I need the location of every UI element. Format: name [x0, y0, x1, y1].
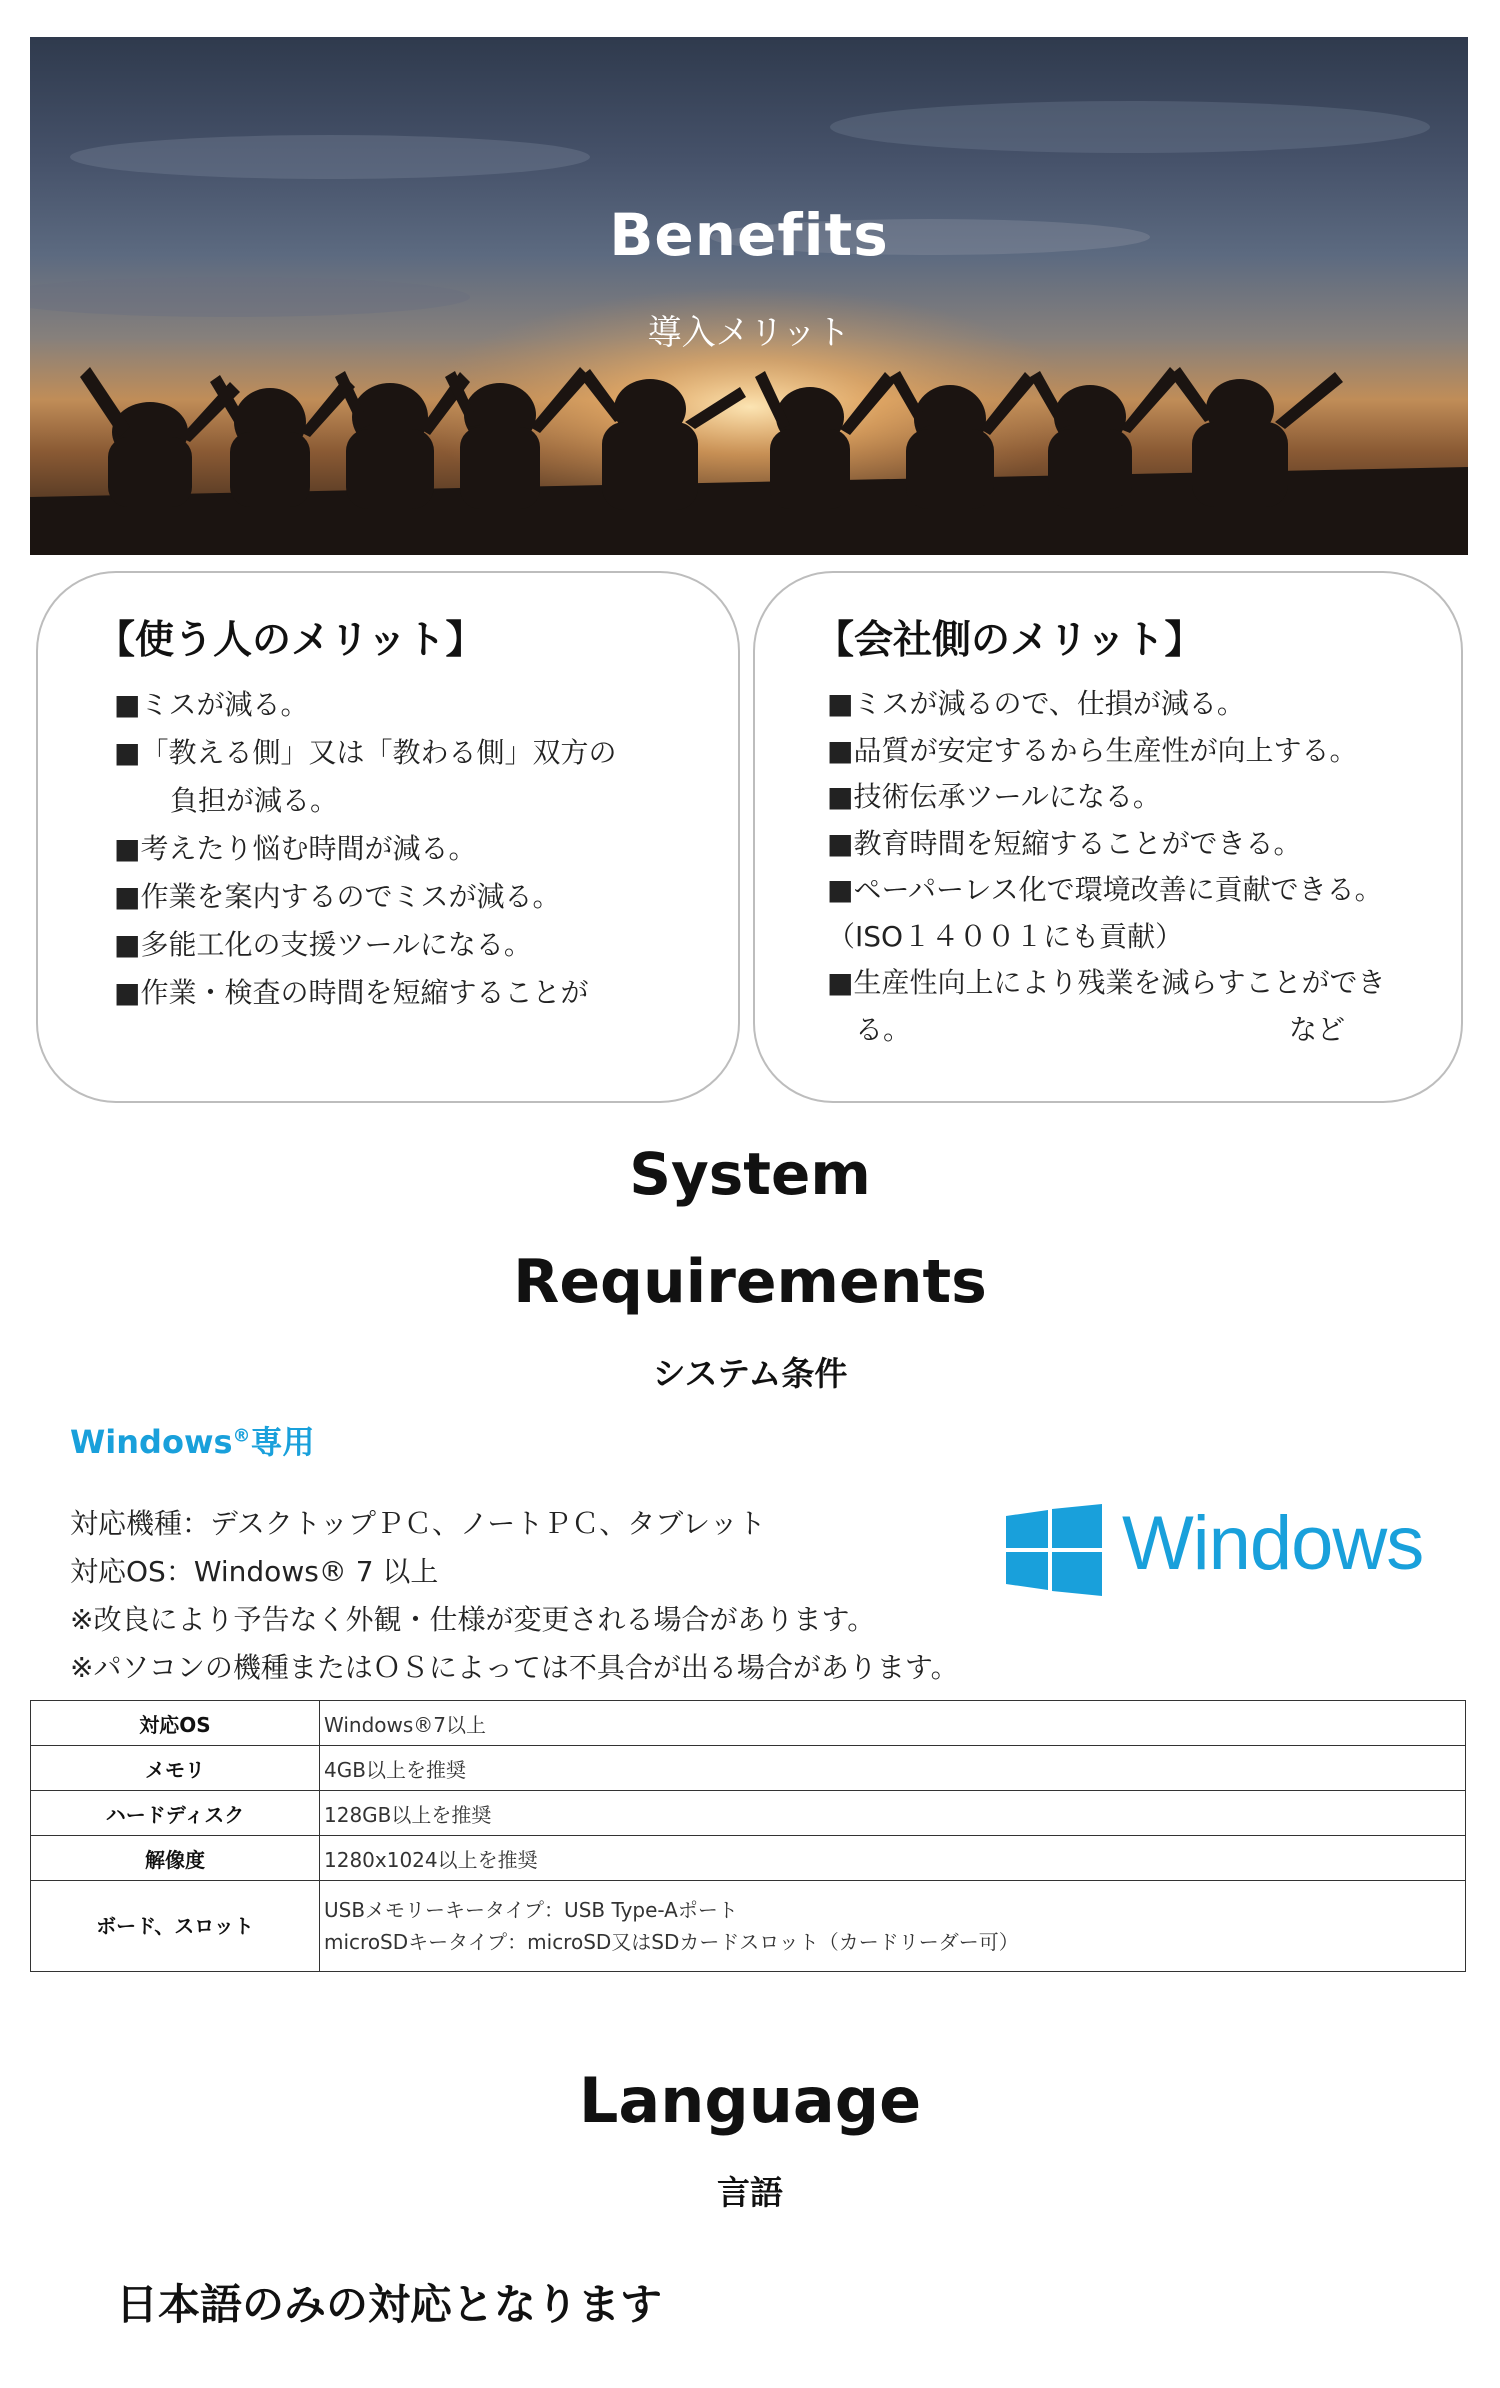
list-item: 対応機種：デスクトップＰＣ、ノートＰＣ、タブレット: [70, 1507, 766, 1540]
table-row: [31, 1701, 1466, 1746]
sunset-silhouette-image: [30, 37, 1468, 555]
list-item: ■考えたり悩む時間が減る。: [114, 832, 477, 865]
list-item: ■多能工化の支援ツールになる。: [114, 928, 532, 961]
list-item: （ISO１４００１にも貢献）: [827, 919, 1184, 953]
table-key: ボード、スロット: [31, 1881, 320, 1972]
windows-logo: [1006, 1501, 1426, 1596]
table-row: [31, 1791, 1466, 1836]
list-item: ※パソコンの機種またはＯＳによっては不具合が出る場合があります。: [70, 1651, 959, 1684]
table-key: 解像度: [31, 1836, 320, 1881]
system-requirements-table: [30, 1700, 1466, 1972]
company-merits-list: [827, 681, 1407, 1053]
system-title-line2: Requirements: [513, 1247, 987, 1317]
list-item: ■品質が安定するから生産性が向上する。: [827, 733, 1358, 767]
list-item: ※改良により予告なく外観・仕様が変更される場合があります。: [70, 1603, 876, 1636]
list-item: 負担が減る。: [114, 784, 339, 817]
language-title: Language: [578, 2064, 922, 2137]
list-item: ■ミスが減る。: [114, 688, 309, 721]
system-title-line1: System: [629, 1140, 871, 1208]
list-item: ■作業を案内するのでミスが減る。: [114, 880, 561, 913]
benefits-subtitle: 導入メリット: [647, 313, 851, 353]
list-item: る。 など: [827, 1012, 1346, 1046]
list-item: ■「教える側」又は「教わる側」双方の: [114, 736, 617, 769]
table-key: 対応OS: [31, 1701, 320, 1746]
company-merits-title: 【会社側のメリット】: [815, 618, 1204, 663]
list-item: ■作業・検査の時間を短縮することが: [114, 976, 589, 1009]
table-value-line: microSDキータイプ：microSD又はSDカードスロット（カードリーダー可）: [324, 1930, 1019, 1954]
windows-only-label: Windows®専用: [70, 1423, 315, 1461]
list-item: ■技術伝承ツールになる。: [827, 780, 1161, 813]
system-subtitle: システム条件: [652, 1354, 848, 1393]
table-value: 4GB以上を推奨: [320, 1746, 1466, 1791]
list-item: ■ミスが減るので、仕損が減る。: [827, 687, 1245, 720]
benefits-title: Benefits: [609, 201, 889, 269]
company-merits-card: [753, 571, 1463, 1103]
table-value: 1280x1024以上を推奨: [320, 1836, 1466, 1881]
table-value: 128GB以上を推奨: [320, 1791, 1466, 1836]
language-subtitle: 言語: [717, 2173, 783, 2212]
table-value: Windows®7以上: [320, 1701, 1466, 1746]
table-row: [31, 1746, 1466, 1791]
table-key: ハードディスク: [31, 1791, 320, 1836]
language-note: 日本語のみの対応となります: [116, 2280, 663, 2329]
table-row: [31, 1881, 1466, 1972]
table-key: メモリ: [31, 1746, 320, 1791]
benefits-hero-banner: [30, 37, 1468, 555]
list-item: ■生産性向上により残業を減らすことができ: [827, 966, 1386, 999]
windows-flag-icon: [1006, 1504, 1102, 1596]
user-merits-card: [36, 571, 740, 1103]
list-item: ■ペーパーレス化で環境改善に貢献できる。: [827, 873, 1383, 906]
windows-logo-text: Windows: [1122, 1501, 1424, 1586]
user-merits-title: 【使う人のメリット】: [96, 618, 485, 663]
list-item: 対応OS：Windows® 7 以上: [70, 1555, 439, 1588]
table-value-line: USBメモリーキータイプ：USB Type-Aポート: [324, 1898, 738, 1922]
system-description: [70, 1500, 959, 1692]
table-row: [31, 1836, 1466, 1881]
table-value: [320, 1881, 1466, 1972]
list-item: ■教育時間を短縮することができる。: [827, 826, 1302, 860]
user-merits-list: [114, 681, 674, 1017]
